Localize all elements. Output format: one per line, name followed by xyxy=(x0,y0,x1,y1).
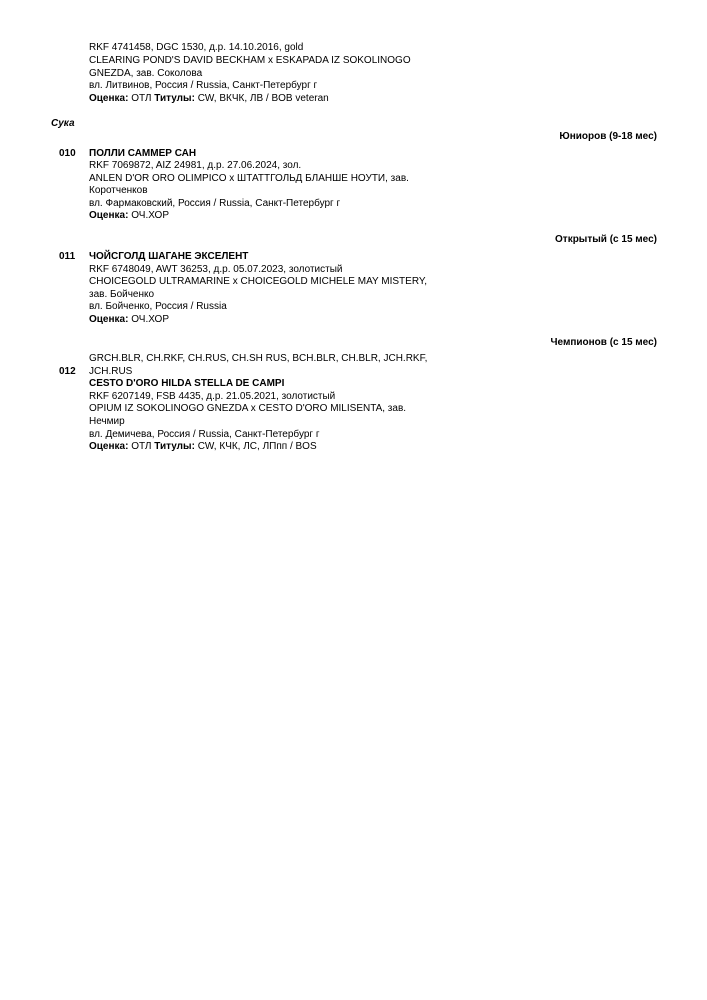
entry-parents: OPIUM IZ SOKOLINOGO GNEZDA x CESTO D'ORO MILISENTA, зав. xyxy=(89,403,407,414)
grade-value: ОТЛ xyxy=(131,441,152,452)
entry-titles-prefix-cont: JCH.RUS xyxy=(89,366,133,377)
entry-parents: ANLEN D'OR ORO OLIMPICO x ШТАТТГОЛЬД БЛАНШЕ НОУТИ, зав. xyxy=(89,173,409,184)
grade-label: Оценка: xyxy=(89,210,129,221)
entry-number: 012 xyxy=(59,366,76,377)
grade-value: ОТЛ xyxy=(131,93,152,104)
class-title: Юниоров (9-18 мес) xyxy=(559,131,657,142)
entry-grade-line xyxy=(89,93,329,106)
entry-owner: вл. Бойченко, Россия / Russia xyxy=(89,301,227,312)
entry-owner: вл. Литвинов, Россия / Russia, Санкт-Петербург г xyxy=(89,80,318,91)
grade-value: ОЧ.ХОР xyxy=(131,210,170,221)
grade-label: Оценка: xyxy=(89,441,129,452)
entry-owner: вл. Фармаковский, Россия / Russia, Санкт-Петербург г xyxy=(89,198,341,209)
entry-name: ПОЛЛИ САММЕР САН xyxy=(89,148,197,159)
grade-label: Оценка: xyxy=(89,314,129,325)
titles-label: Титулы: xyxy=(154,93,195,104)
class-title: Чемпионов (с 15 мес) xyxy=(550,337,657,348)
titles-label: Титулы: xyxy=(154,441,195,452)
entry-registration: RKF 6748049, AWT 36253, д.р. 05.07.2023, золотистый xyxy=(89,264,343,275)
entry-registration: RKF 6207149, FSB 4435, д.р. 21.05.2021, золотистый xyxy=(89,391,336,402)
entry-parents-cont: Коротченков xyxy=(89,185,148,196)
sex-heading: Сука xyxy=(51,118,75,129)
titles-value: CW, ВКЧК, ЛВ / BOB veteran xyxy=(197,93,329,104)
entry-owner: вл. Демичева, Россия / Russia, Санкт-Петербург г xyxy=(89,429,320,440)
entry-parents-cont: Нечмир xyxy=(89,416,125,427)
entry-registration: RKF 4741458, DGC 1530, д.р. 14.10.2016, gold xyxy=(89,42,304,53)
entry-grade-line xyxy=(89,210,169,223)
entry-registration: RKF 7069872, AIZ 24981, д.р. 27.06.2024, зол. xyxy=(89,160,302,171)
entry-number: 011 xyxy=(59,251,76,262)
entry-name: ЧОЙСГОЛД ШАГАНЕ ЭКСЕЛЕНТ xyxy=(89,251,249,262)
entry-name: CESTO D'ORO HILDA STELLA DE CAMPI xyxy=(89,378,285,389)
entry-grade-line xyxy=(89,314,169,327)
titles-value: CW, КЧК, ЛС, ЛПпп / BOS xyxy=(197,441,317,452)
grade-value: ОЧ.ХОР xyxy=(131,314,170,325)
entry-titles-prefix: GRCH.BLR, CH.RKF, CH.RUS, CH.SH RUS, BCH.BLR, CH.BLR, JCH.RKF, xyxy=(89,353,428,364)
class-title: Открытый (с 15 мес) xyxy=(555,234,657,245)
grade-label: Оценка: xyxy=(89,93,129,104)
entry-parents: CLEARING POND'S DAVID BECKHAM x ESKAPADA IZ SOKOLINOGO xyxy=(89,55,411,66)
entry-grade-line xyxy=(89,441,317,454)
entry-parents: CHOICEGOLD ULTRAMARINE x CHOICEGOLD MICHELE MAY MISTERY, xyxy=(89,276,428,287)
entry-number: 010 xyxy=(59,148,76,159)
entry-parents-cont: зав. Бойченко xyxy=(89,289,155,300)
entry-parents-cont: GNEZDA, зав. Соколова xyxy=(89,68,203,79)
